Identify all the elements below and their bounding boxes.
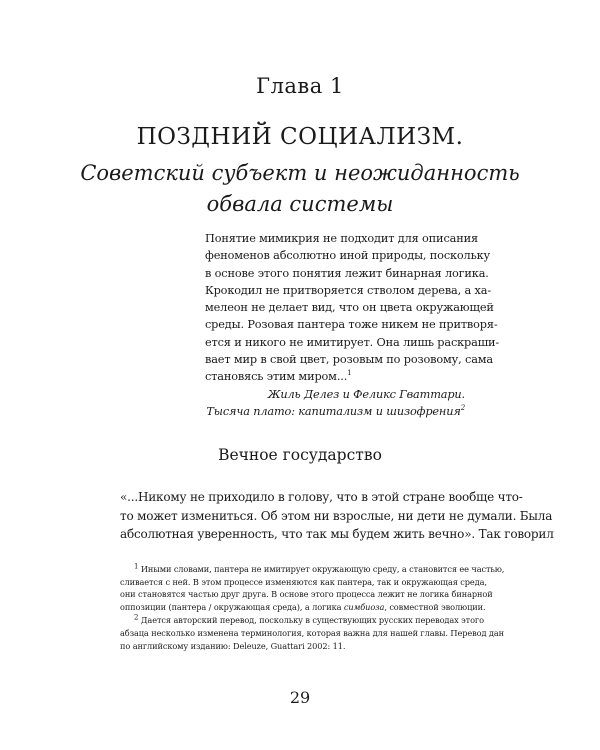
chapter-subtitle: [0, 158, 600, 220]
body-line: абсолютная уверенность, что так мы будем жить вечно». Так говорил: [120, 527, 554, 541]
body-line: «...Никому не приходило в голову, что в этой стране вообще что-: [120, 490, 523, 504]
epigraph-line: [205, 368, 465, 385]
chapter-subtitle-line: обвала системы: [206, 192, 394, 216]
footnote-text: , совместной эволюции.: [384, 601, 486, 612]
chapter-label: Глава 1: [256, 74, 344, 98]
footnote-text: оппозиции (пантера / окружающая среда), а логика: [120, 601, 344, 612]
footnote-number: 1: [134, 562, 139, 571]
footnote-line: они становятся частью друг друга. В основе этого процесса лежит не логика бинарной: [120, 589, 493, 600]
footnote-line: абзаца несколько изменена терминология, которая важна для нашей главы. Перевод дан: [120, 627, 504, 638]
footnotes: [120, 562, 505, 652]
chapter-title: ПОЗДНИЙ СОЦИАЛИЗМ.: [136, 124, 464, 150]
epigraph-line: мелеон не делает вид, что он цвета окружающей: [205, 301, 494, 315]
epigraph: [205, 230, 500, 420]
epigraph-source-text: Тысяча плато: капитализм и шизофрения: [206, 404, 461, 418]
epigraph-author: Жиль Делез и Феликс Гваттари.: [267, 387, 465, 401]
epigraph-line: Крокодил не притворяется стволом дерева, а ха-: [205, 283, 492, 297]
body-text: [120, 488, 554, 544]
footnote-text: Иными словами, пантера не имитирует окружающую среду, а становится ее частью,: [140, 564, 505, 574]
footnote-text: Дается авторский перевод, поскольку в существующих русских переводах этого: [140, 615, 484, 626]
epigraph-line-text: становясь этим миром...: [205, 370, 348, 384]
epigraph-line: Понятие мимикрия не подходит для описания: [205, 232, 478, 245]
section-heading: Вечное государство: [218, 446, 382, 464]
page-number: 29: [289, 688, 311, 707]
epigraph-line: ется и никого не имитирует. Она лишь раскраши-: [205, 335, 500, 349]
footnote-line: [120, 601, 486, 614]
body-line: то может измениться. Об этом ни взрослые, ни дети не думали. Была: [120, 508, 553, 523]
footnote-2: [120, 613, 504, 652]
chapter-subtitle-line: Советский субъект и неожиданность: [80, 161, 520, 185]
epigraph-line: среды. Розовая пантера тоже никем не притворя-: [205, 318, 498, 332]
footnote-number: 2: [134, 613, 139, 622]
epigraph-line: феноменов абсолютно иной природы, поскольку: [205, 249, 490, 263]
footnote-line: [120, 613, 484, 627]
footnote-emphasis: симбиоза: [343, 601, 385, 612]
footnote-ref[interactable]: 2: [460, 404, 465, 413]
epigraph-line: вает мир в свой цвет, розовым по розовому, сама: [205, 353, 494, 367]
footnote-ref[interactable]: 1: [347, 369, 352, 378]
epigraph-source: [205, 403, 465, 420]
footnote-1: [120, 562, 505, 613]
footnote-line: сливается с ней. В этом процессе изменяются как пантера, так и окружающая среда,: [120, 576, 487, 587]
epigraph-line: в основе этого понятия лежит бинарная логика.: [205, 266, 489, 280]
footnote-line: [120, 562, 505, 576]
footnote-line: по английскому изданию: Deleuze, Guattari 2002: 11.: [120, 640, 346, 651]
